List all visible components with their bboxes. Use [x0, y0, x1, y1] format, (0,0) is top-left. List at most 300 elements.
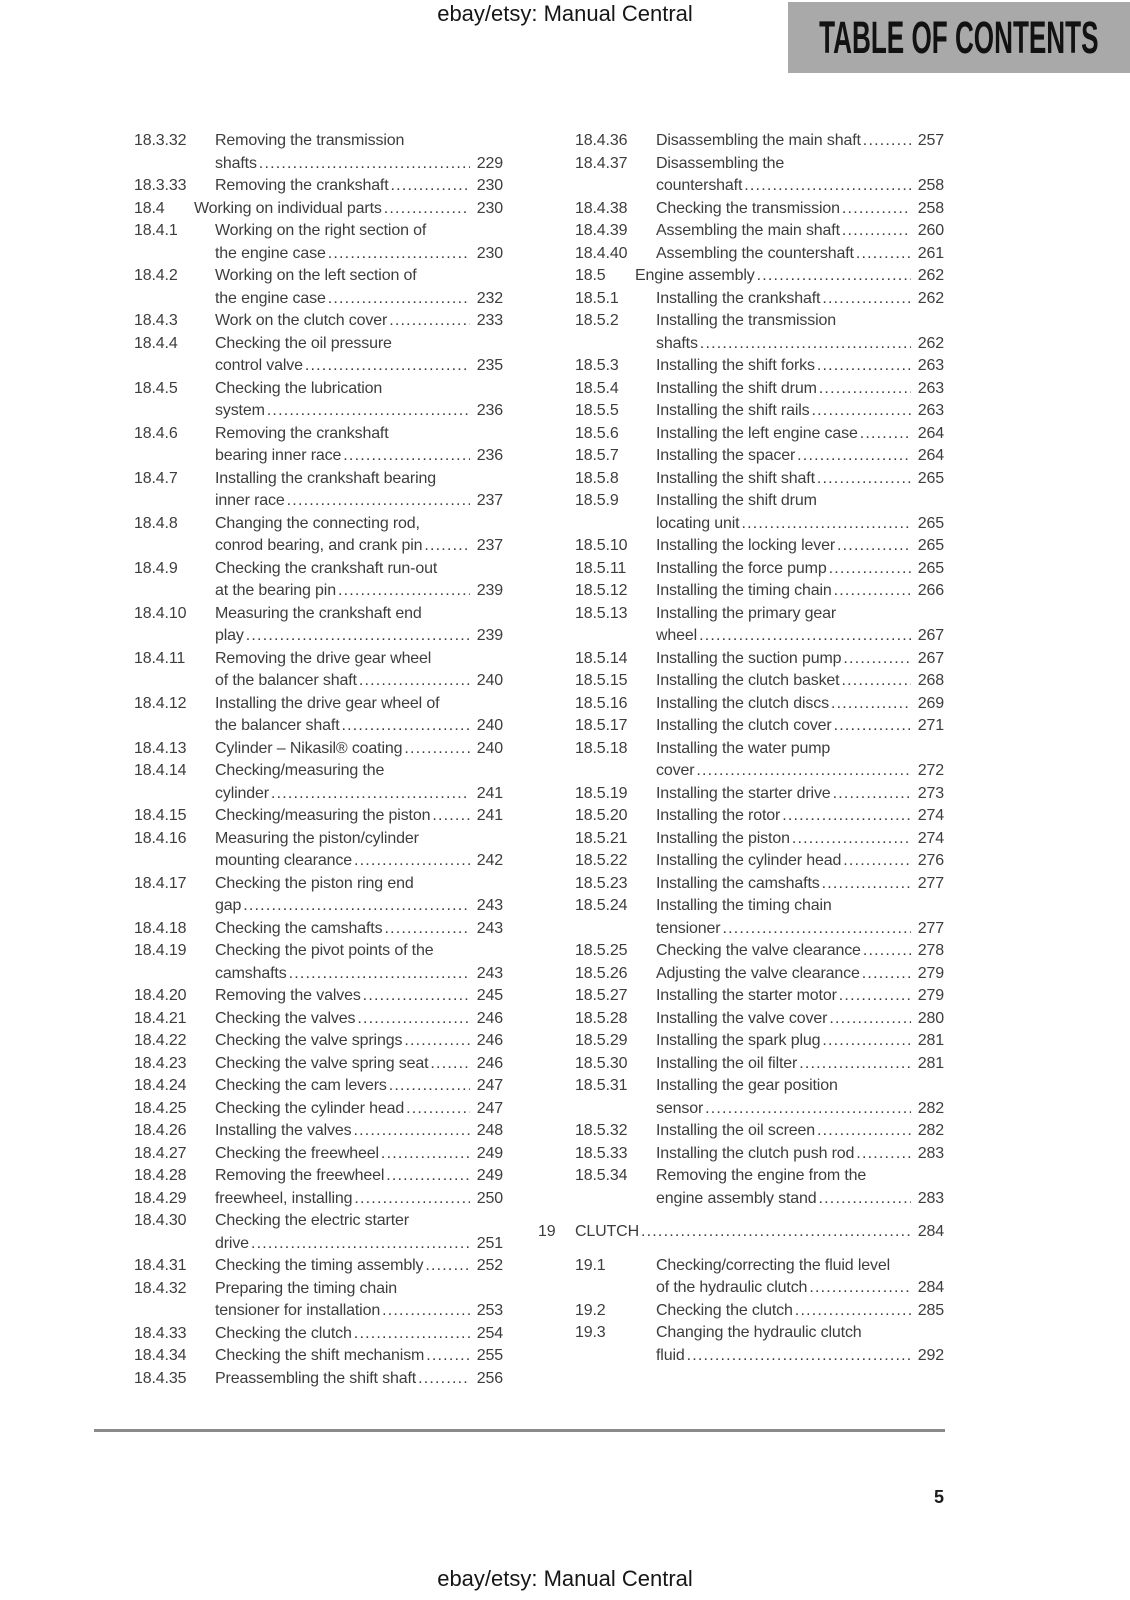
- toc-entry-lastline: [656, 445, 944, 468]
- toc-entry-page: 282: [917, 1099, 944, 1117]
- toc-entry-title: wheel: [656, 627, 698, 644]
- toc-entry: [134, 1053, 503, 1076]
- toc-entry-body: [215, 805, 503, 828]
- toc-entry-body: [215, 423, 503, 468]
- toc-entry-number: 18.5.5: [575, 402, 619, 419]
- toc-entry-lastline: [656, 333, 944, 356]
- toc-entry-body: [215, 130, 503, 175]
- toc-entry: [575, 1120, 944, 1143]
- toc-entry-body: [656, 1143, 944, 1166]
- toc-entry-number: 18.4.25: [134, 1099, 187, 1117]
- toc-entry-title: Checking the clutch: [656, 1301, 793, 1319]
- toc-entry: [575, 1075, 944, 1120]
- toc-entry-page: 235: [476, 357, 503, 374]
- toc-entry-body: [215, 1008, 503, 1031]
- toc-entry-page: 277: [917, 919, 944, 937]
- toc-entry-number: 18.4.4: [134, 334, 178, 352]
- toc-entry-title: Checking the shift mechanism: [215, 1347, 425, 1364]
- toc-entry-lastline: [656, 963, 944, 986]
- toc-entry-number: 18.4.29: [134, 1189, 187, 1207]
- toc-entry: [575, 1030, 944, 1053]
- toc-entry-number: 18.4.13: [134, 739, 187, 757]
- toc-entry-page: 230: [476, 244, 503, 262]
- toc-entry-lastline: [215, 1008, 503, 1031]
- dot-leader: [839, 985, 911, 1008]
- toc-entry-title: Installing the spark plug: [656, 1032, 821, 1049]
- toc-entry-page: 282: [917, 1122, 944, 1139]
- toc-entry-title: Installing the locking lever: [656, 537, 836, 554]
- dot-leader: [705, 1098, 911, 1121]
- toc-entry-lastline: [215, 850, 503, 873]
- toc-entry-page: 258: [917, 199, 944, 217]
- toc-entry-body: [215, 378, 503, 423]
- toc-entry-title: Installing the clutch push rod: [656, 1144, 855, 1162]
- toc-entry-lastline: [215, 1233, 503, 1256]
- toc-entry-lastline: [656, 1053, 944, 1076]
- toc-entry-lastline: [656, 670, 944, 693]
- toc-entry-page: 261: [917, 244, 944, 262]
- toc-entry-title: camshafts: [215, 964, 287, 982]
- toc-entry-number: 18.4.32: [134, 1279, 187, 1297]
- toc-entry: [575, 558, 944, 581]
- toc-entry-title: of the balancer shaft: [215, 672, 357, 689]
- toc-entry-title: Engine assembly: [635, 267, 755, 284]
- toc-entry-lastline: [656, 535, 944, 558]
- dot-leader: [843, 648, 910, 671]
- toc-entry-body: [656, 535, 944, 558]
- toc-entry-title: gap: [215, 897, 242, 914]
- toc-entry-title: Removing the crankshaft: [215, 424, 389, 442]
- toc-entry-body: [656, 468, 944, 491]
- toc-entry-number: 18.4.12: [134, 694, 187, 712]
- toc-entry-page: 281: [917, 1054, 944, 1072]
- toc-entry-title: Installing the shift drum: [656, 492, 817, 509]
- toc-entry-number: 18.4.39: [575, 222, 628, 239]
- toc-entry-page: 263: [917, 357, 944, 374]
- toc-entry: [575, 265, 944, 288]
- toc-entry: [538, 1221, 944, 1244]
- toc-entry-lastline: [656, 288, 944, 311]
- toc-entry-lastline: [656, 423, 944, 446]
- toc-entry-lastline: [215, 355, 503, 378]
- toc-entry-title: Installing the shift forks: [656, 357, 815, 374]
- toc-entry-body: [215, 558, 503, 603]
- toc-entry-page: 230: [476, 199, 503, 217]
- toc-entry-body: [215, 1210, 503, 1255]
- toc-entry-body: [656, 1255, 944, 1300]
- toc-entry: [134, 603, 503, 648]
- dot-leader: [342, 715, 470, 738]
- toc-entry: [575, 648, 944, 671]
- toc-entry-body: [215, 1255, 503, 1278]
- toc-entry-body: [656, 400, 944, 423]
- toc-entry-title: Checking the electric starter: [215, 1212, 409, 1229]
- toc-entry: [134, 1075, 503, 1098]
- toc-entry-title: Installing the timing chain: [656, 897, 832, 914]
- toc-entry-lastline: [656, 873, 944, 896]
- toc-entry-page: 249: [476, 1167, 503, 1184]
- toc-entry-lastline: [215, 918, 503, 941]
- toc-entry-body: [215, 310, 503, 333]
- toc-entry-lastline: [215, 1345, 503, 1368]
- toc-entry: [575, 1322, 944, 1367]
- toc-entry-body: [215, 265, 503, 310]
- toc-entry-title: system: [215, 402, 265, 419]
- toc-entry: [575, 1255, 944, 1300]
- toc-entry-body: [656, 558, 944, 581]
- toc-entry-page: 236: [476, 447, 503, 464]
- toc-entry-body: [215, 693, 503, 738]
- toc-entry-page: 230: [476, 177, 503, 194]
- toc-entry: [575, 805, 944, 828]
- toc-entry-number: 18.5.19: [575, 784, 628, 802]
- toc-entry-number: 18.5.18: [575, 739, 628, 757]
- toc-entry-number: 18.4.16: [134, 829, 187, 847]
- toc-entry-lastline: [215, 243, 503, 266]
- toc-entry-title: Installing the clutch cover: [656, 717, 832, 734]
- toc-entry-number: 18.5.2: [575, 312, 619, 329]
- dot-leader: [389, 1075, 470, 1098]
- toc-entry-title: CLUTCH: [575, 1223, 639, 1240]
- toc-entry-title: Checking the freewheel: [215, 1144, 379, 1162]
- toc-entry: [134, 805, 503, 828]
- toc-entry-number: 18.5.24: [575, 897, 628, 914]
- toc-entry-body: [215, 220, 503, 265]
- dot-leader: [822, 873, 911, 896]
- toc-entry-page: 233: [476, 312, 503, 329]
- toc-entry: [575, 940, 944, 963]
- toc-entry-body: [215, 985, 503, 1008]
- toc-entry-title: bearing inner race: [215, 447, 342, 464]
- toc-entry-body: [656, 1322, 944, 1367]
- toc-entry-body: [215, 1120, 503, 1143]
- toc-entry: [134, 198, 503, 221]
- dot-leader: [817, 468, 911, 491]
- toc-entry-title: Installing the clutch basket: [656, 672, 840, 689]
- toc-entry-lastline: [215, 895, 503, 918]
- toc-entry-page: 239: [476, 582, 503, 599]
- dot-leader: [328, 288, 470, 311]
- toc-entry: [134, 220, 503, 265]
- toc-entry: [134, 423, 503, 468]
- toc-entry-title: of the hydraulic clutch: [656, 1279, 808, 1296]
- toc-entry-page: 240: [476, 717, 503, 734]
- toc-entry-body: [215, 1053, 503, 1076]
- toc-column-left: [97, 130, 503, 1390]
- toc-entry-body: [215, 1143, 503, 1166]
- toc-entry-number: 18.5.29: [575, 1032, 628, 1049]
- toc-entry-body: [635, 265, 944, 288]
- toc-entry-page: 248: [476, 1122, 503, 1139]
- footer-site-label: ebay/etsy: Manual Central: [437, 1566, 693, 1591]
- toc-entry-lastline: [656, 175, 944, 198]
- dot-leader: [430, 1053, 469, 1076]
- toc-entry-page: 276: [917, 852, 944, 869]
- toc-entry-number: 18.4.38: [575, 199, 628, 217]
- toc-entry: [575, 288, 944, 311]
- toc-entry: [575, 400, 944, 423]
- toc-entry-page: 254: [476, 1324, 503, 1342]
- toc-entry-number: 18.5.31: [575, 1077, 628, 1094]
- dot-leader: [842, 198, 911, 221]
- toc-entry-title: Installing the spacer: [656, 447, 796, 464]
- dot-leader: [259, 153, 470, 176]
- toc-entry-body: [656, 153, 944, 198]
- toc-entry: [575, 828, 944, 851]
- toc-entry-body: [656, 1120, 944, 1143]
- toc-entry-title: Assembling the main shaft: [656, 222, 840, 239]
- toc-entry-title: at the bearing pin: [215, 582, 336, 599]
- toc-entry-title: Measuring the crankshaft end: [215, 604, 422, 622]
- toc-entry-number: 18.4.24: [134, 1077, 187, 1094]
- toc-entry-lastline: [215, 1030, 503, 1053]
- toc-entry: [575, 490, 944, 535]
- toc-entry-title: freewheel, installing: [215, 1189, 353, 1207]
- toc-entry-title: Removing the valves: [215, 987, 361, 1004]
- toc-entry-number: 18.4.28: [134, 1167, 187, 1184]
- toc-entry-number: 18.5.22: [575, 852, 628, 869]
- toc-entry-number: 18.4.40: [575, 244, 628, 262]
- toc-entry-body: [656, 310, 944, 355]
- toc-entry-number: 18.4.11: [134, 649, 186, 667]
- toc-entry-lastline: [215, 1323, 503, 1346]
- toc-entry-lastline: [656, 918, 944, 941]
- toc-entry-title: Checking the valve clearance: [656, 942, 861, 959]
- toc-entry-lastline: [656, 783, 944, 806]
- toc-entry-number: 18.4.7: [134, 469, 178, 487]
- toc-entry-lastline: [215, 963, 503, 986]
- toc-entry-number: 18.5.13: [575, 604, 628, 622]
- dot-leader: [382, 1300, 470, 1323]
- dot-leader: [359, 670, 470, 693]
- toc-entry: [134, 648, 503, 693]
- dot-leader: [391, 175, 470, 198]
- toc-entry-body: [656, 648, 944, 671]
- toc-entry-number: 18.5.9: [575, 492, 619, 509]
- toc-entry: [575, 1053, 944, 1076]
- toc-entry-lastline: [215, 310, 503, 333]
- toc-entry-title: Installing the suction pump: [656, 649, 842, 667]
- toc-entry-number: 18.4.17: [134, 874, 187, 892]
- toc-entry: [134, 1368, 503, 1391]
- dot-leader: [289, 963, 470, 986]
- toc-entry-title: tensioner: [656, 919, 721, 937]
- toc-entry: [575, 873, 944, 896]
- toc-entry: [575, 850, 944, 873]
- toc-entry-body: [656, 243, 944, 266]
- toc-entry-number: 18.5.23: [575, 874, 628, 892]
- toc-entry-page: 277: [917, 874, 944, 892]
- toc-entry: [575, 603, 944, 648]
- toc-entry-body: [575, 1221, 944, 1244]
- toc-entry-page: 255: [476, 1347, 503, 1364]
- dot-leader: [271, 783, 470, 806]
- toc-entry-title: fluid: [656, 1346, 685, 1364]
- toc-entry-lastline: [215, 1255, 503, 1278]
- toc-entry: [575, 693, 944, 716]
- toc-entry-lastline: [215, 1300, 503, 1323]
- toc-entry: [134, 1345, 503, 1368]
- toc-entry-title: cover: [656, 762, 695, 779]
- toc-entry: [575, 1143, 944, 1166]
- dot-leader: [354, 850, 470, 873]
- toc-entry-page: 246: [476, 1054, 503, 1072]
- toc-entry-lastline: [656, 1277, 944, 1300]
- toc-entry-number: 18.5.28: [575, 1009, 628, 1027]
- toc-entry-lastline: [656, 558, 944, 581]
- toc-entry-body: [215, 1345, 503, 1368]
- toc-entry-body: [656, 670, 944, 693]
- toc-entry-number: 18.4.22: [134, 1032, 187, 1049]
- toc-entry-title: conrod bearing, and crank pin: [215, 537, 423, 554]
- toc-entry: [575, 783, 944, 806]
- toc-entry-body: [215, 828, 503, 873]
- toc-entry-number: 18.5.7: [575, 447, 619, 464]
- dot-leader: [862, 963, 911, 986]
- dot-leader: [792, 828, 911, 851]
- dot-leader: [834, 715, 911, 738]
- toc-entry-number: 18.5.25: [575, 942, 628, 959]
- toc-entry-lastline: [656, 1143, 944, 1166]
- toc-entry-number: 19.2: [575, 1301, 606, 1319]
- toc-entry-number: 18.5.14: [575, 649, 628, 667]
- toc-entry-body: [215, 760, 503, 805]
- toc-entry-lastline: [656, 1345, 944, 1368]
- toc-entry-body: [215, 873, 503, 918]
- toc-entry-page: 253: [476, 1302, 503, 1319]
- toc-entry-page: 267: [917, 649, 944, 667]
- toc-entry: [134, 760, 503, 805]
- toc-entry-number: 18.5.17: [575, 717, 628, 734]
- toc-entry-page: 284: [917, 1223, 944, 1240]
- dot-leader: [404, 1030, 469, 1053]
- toc-entry-body: [656, 1075, 944, 1120]
- toc-entry-number: 18.4.2: [134, 267, 178, 284]
- dot-leader: [812, 400, 911, 423]
- toc-entry-body: [656, 940, 944, 963]
- toc-entry-title: Installing the timing chain: [656, 582, 832, 599]
- toc-entry-number: 18.4.37: [575, 154, 628, 172]
- dot-leader: [354, 1323, 470, 1346]
- toc-entry-page: 257: [917, 132, 944, 149]
- toc-entry-page: 243: [476, 919, 503, 937]
- dot-leader: [406, 1098, 470, 1121]
- toc-entry-body: [656, 490, 944, 535]
- toc-entry-title: Checking the valve spring seat: [215, 1054, 429, 1072]
- toc-entry-body: [215, 468, 503, 513]
- toc-entry-number: 18.5.20: [575, 807, 628, 824]
- toc-entry-title: inner race: [215, 492, 285, 509]
- toc-entry-title: Working on individual parts: [194, 199, 382, 217]
- toc-entry-lastline: [215, 1098, 503, 1121]
- toc-entry-title: drive: [215, 1234, 249, 1252]
- toc-entry-page: 240: [476, 739, 503, 757]
- toc-entry-lastline: [215, 535, 503, 558]
- toc-entry-title: sensor: [656, 1099, 704, 1117]
- dot-leader: [354, 1188, 469, 1211]
- dot-leader: [432, 805, 469, 828]
- toc-entry-title: engine assembly stand: [656, 1189, 817, 1207]
- toc-entry-page: 278: [917, 942, 944, 959]
- toc-entry-lastline: [575, 1221, 944, 1244]
- toc-entry-lastline: [635, 265, 944, 288]
- toc-entry-page: 262: [917, 289, 944, 307]
- dot-leader: [722, 918, 910, 941]
- toc-entry-lastline: [656, 985, 944, 1008]
- toc-entry-body: [656, 288, 944, 311]
- toc-entry-title: Checking the cam levers: [215, 1077, 387, 1094]
- toc-entry-title: Checking/correcting the fluid level: [656, 1256, 890, 1274]
- toc-entry-body: [215, 603, 503, 648]
- toc-entry-number: 19.1: [575, 1256, 606, 1274]
- toc-entry: [575, 580, 944, 603]
- dot-leader: [404, 738, 469, 761]
- toc-entry-title: Removing the freewheel: [215, 1167, 385, 1184]
- toc-entry-lastline: [656, 130, 944, 153]
- dot-leader: [819, 378, 911, 401]
- toc-entry-lastline: [656, 243, 944, 266]
- toc-entry-lastline: [656, 648, 944, 671]
- toc-entry-number: 18.4.26: [134, 1122, 187, 1139]
- toc-entry: [575, 468, 944, 491]
- toc-entry: [575, 963, 944, 986]
- toc-entry-body: [656, 873, 944, 896]
- toc-entry-lastline: [215, 153, 503, 176]
- dot-leader: [833, 783, 911, 806]
- toc-entry-lastline: [656, 625, 944, 648]
- toc-entry-body: [215, 333, 503, 378]
- toc-entry-number: 18.5.10: [575, 537, 628, 554]
- toc-entry-lastline: [215, 1120, 503, 1143]
- toc-entry: [134, 693, 503, 738]
- toc-entry-number: 18.4.18: [134, 919, 187, 937]
- toc-entry-body: [215, 513, 503, 558]
- toc-banner-title: TABLE OF CONTENTS: [819, 11, 1099, 63]
- toc-entry-title: Installing the shift drum: [656, 379, 817, 397]
- toc-entry-number: 18.4: [134, 199, 165, 217]
- toc-entry: [575, 535, 944, 558]
- dot-leader: [842, 220, 911, 243]
- toc-entry-page: 258: [917, 177, 944, 194]
- toc-entry-title: Installing the camshafts: [656, 874, 820, 892]
- toc-entry-lastline: [215, 715, 503, 738]
- toc-entry-page: 256: [476, 1369, 503, 1387]
- toc-entry-body: [215, 738, 503, 761]
- toc-entry: [134, 1323, 503, 1346]
- toc-entry: [134, 985, 503, 1008]
- toc-entry-page: 265: [917, 537, 944, 554]
- toc-entry-page: 281: [917, 1032, 944, 1049]
- toc-entry: [575, 220, 944, 243]
- toc-entry-title: Measuring the piston/cylinder: [215, 829, 419, 847]
- toc-entry-number: 18.4.8: [134, 514, 178, 532]
- toc-entry-title: Checking the valve springs: [215, 1032, 403, 1049]
- dot-leader: [831, 693, 911, 716]
- toc-entry: [575, 378, 944, 401]
- toc-entry-page: 264: [917, 447, 944, 464]
- toc-entry-lastline: [656, 760, 944, 783]
- toc-entry-page: 229: [476, 154, 503, 172]
- dot-leader: [243, 895, 470, 918]
- toc-entry-title: Checking the lubrication: [215, 379, 383, 397]
- toc-entry-title: control valve: [215, 357, 303, 374]
- toc-entry-body: [215, 1030, 503, 1053]
- toc-entry: [575, 985, 944, 1008]
- toc-entry-title: Removing the drive gear wheel: [215, 649, 432, 667]
- toc-entry-page: 264: [917, 424, 944, 442]
- toc-entry-lastline: [656, 1030, 944, 1053]
- toc-entry-page: 265: [917, 469, 944, 487]
